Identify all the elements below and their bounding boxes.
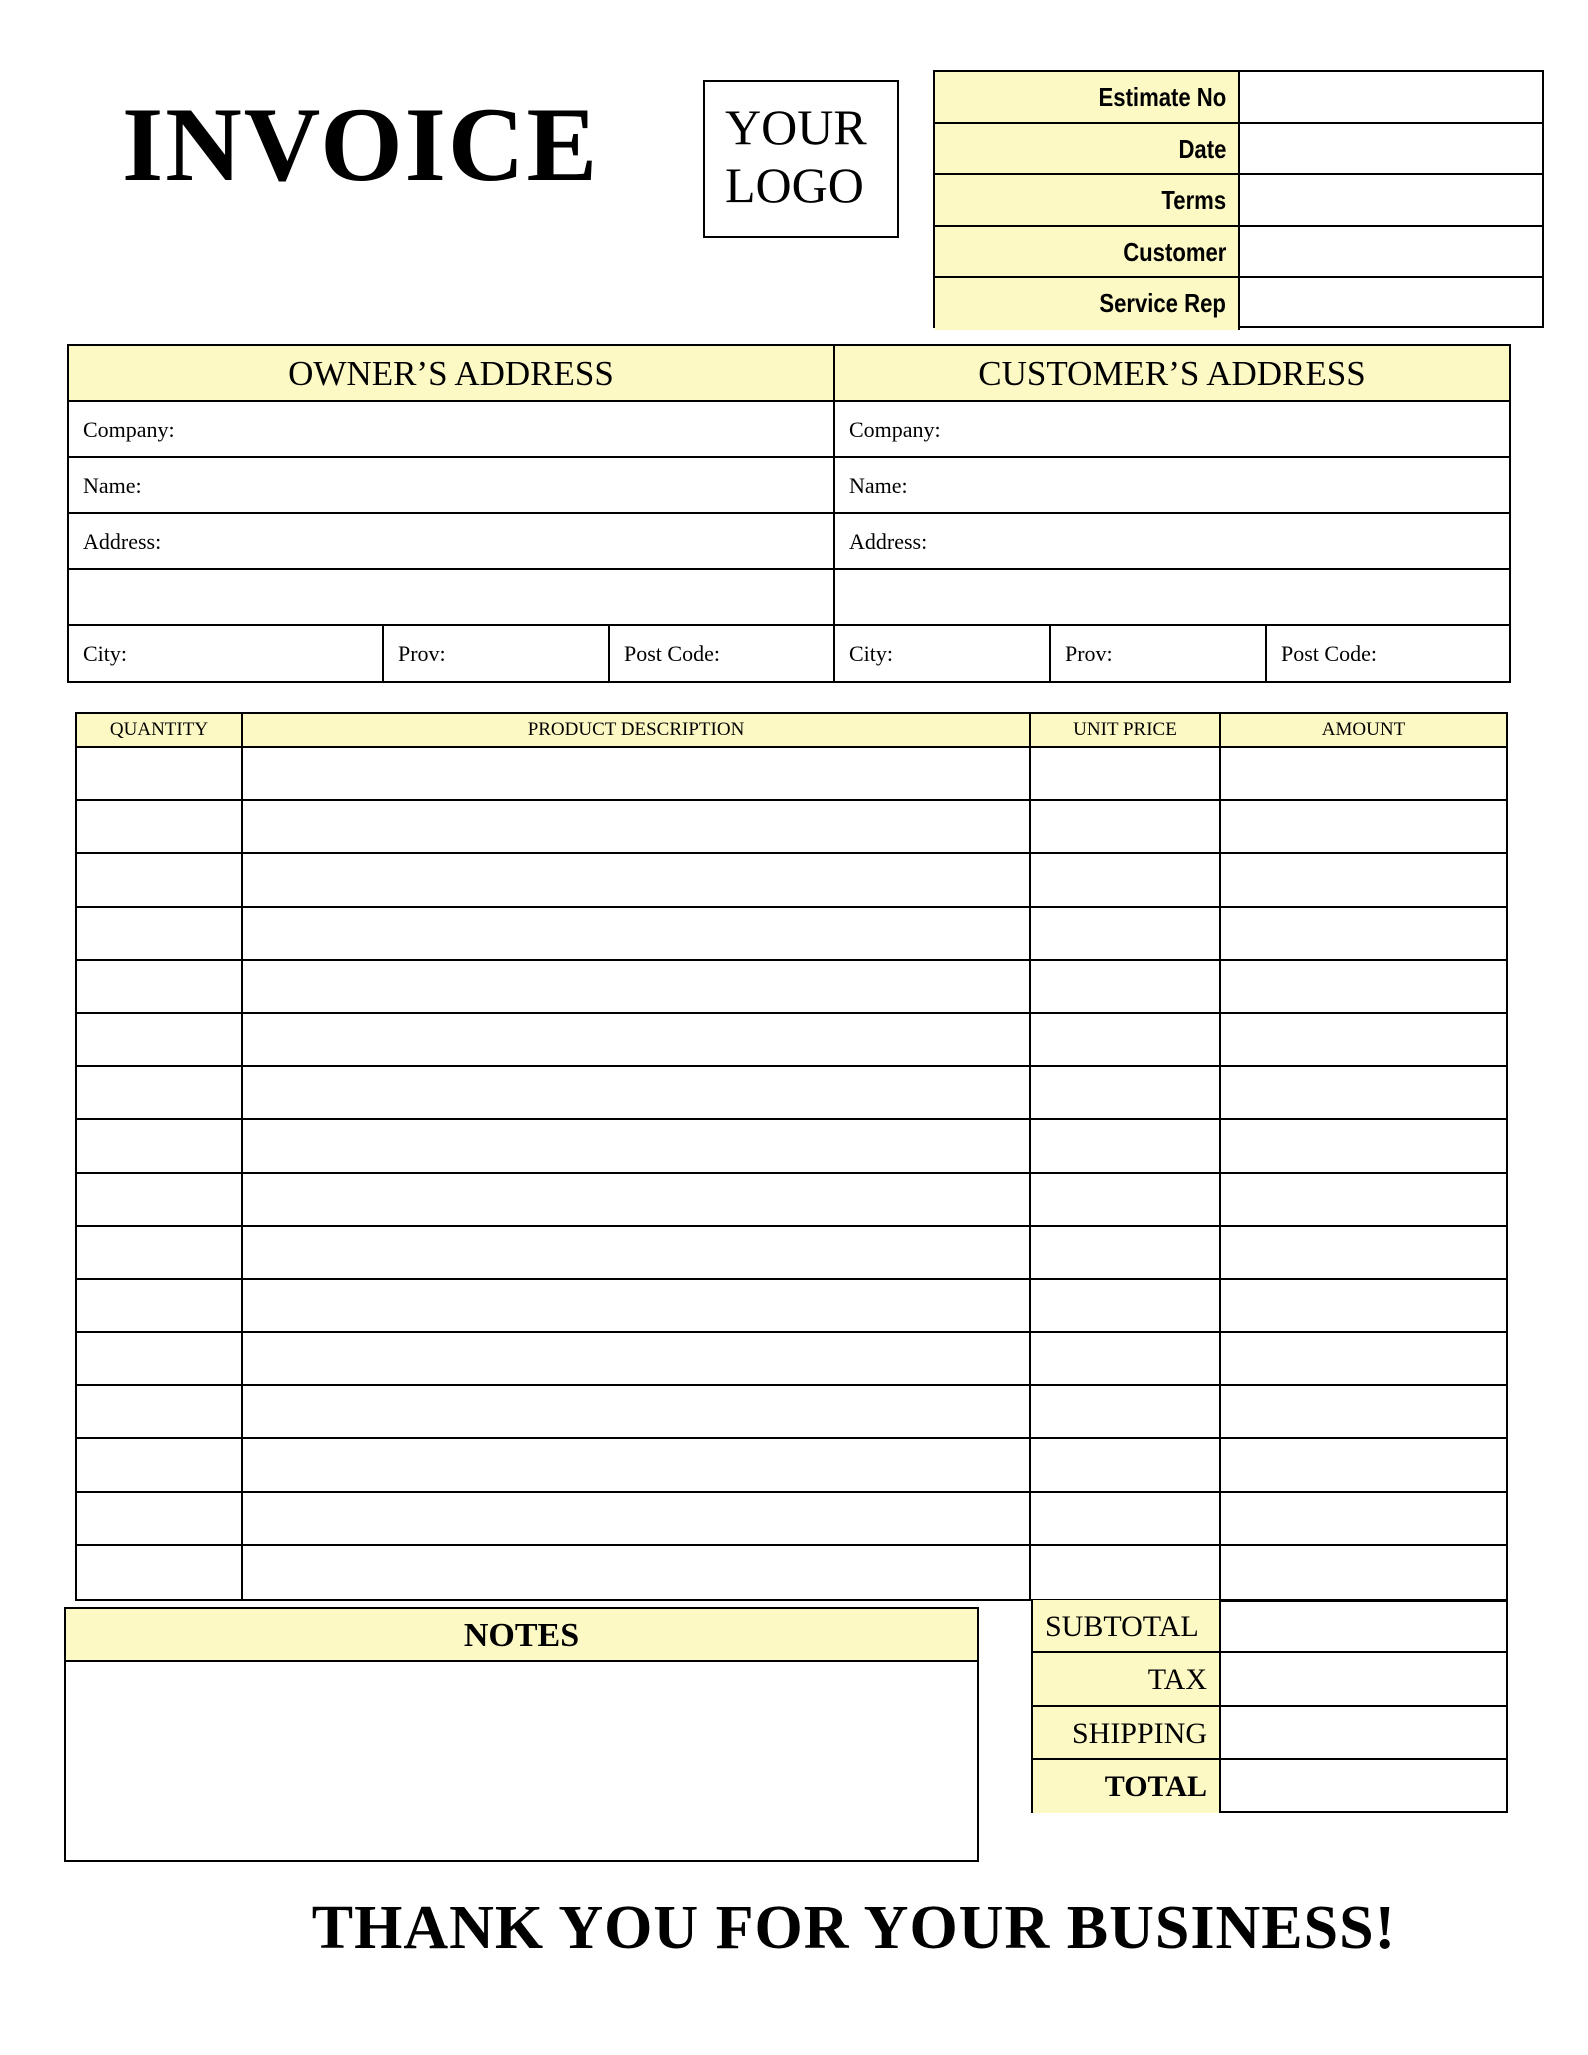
quantity-cell[interactable]	[77, 801, 241, 852]
owner-address-line-2[interactable]	[69, 570, 833, 626]
quantity-cell[interactable]	[77, 1227, 241, 1278]
owner-prov-label: Prov:	[398, 641, 446, 666]
owner-prov-field[interactable]	[384, 626, 609, 681]
column-divider	[241, 714, 243, 1599]
owner-address-section	[69, 346, 833, 681]
owner-address-heading: OWNER’S ADDRESS	[69, 346, 833, 402]
customer-city-row	[835, 626, 1509, 681]
unit-price-cell[interactable]	[1031, 1386, 1219, 1437]
unit-price-cell[interactable]	[1031, 1546, 1219, 1599]
column-divider	[1029, 714, 1031, 1599]
customer-city-label: City:	[849, 641, 894, 666]
customer-address-label: Address:	[849, 529, 928, 554]
description-cell[interactable]	[243, 1386, 1029, 1437]
total-label: TOTAL	[1033, 1760, 1221, 1813]
unit-price-cell[interactable]	[1031, 854, 1219, 905]
description-cell[interactable]	[243, 1280, 1029, 1331]
owner-address-field[interactable]	[69, 514, 833, 570]
description-cell[interactable]	[243, 1067, 1029, 1118]
amount-cell[interactable]	[1221, 1227, 1506, 1278]
customer-address-field[interactable]	[835, 514, 1509, 570]
amount-cell[interactable]	[1221, 1333, 1506, 1384]
table-row	[77, 1014, 1506, 1067]
description-cell[interactable]	[243, 1227, 1029, 1278]
quantity-cell[interactable]	[77, 1493, 241, 1544]
table-row	[77, 1280, 1506, 1333]
unit-price-cell[interactable]	[1031, 1493, 1219, 1544]
unit-price-cell[interactable]	[1031, 1067, 1219, 1118]
customer-company-field[interactable]	[835, 402, 1509, 458]
unit-price-cell[interactable]	[1031, 1280, 1219, 1331]
owner-city-row	[69, 626, 833, 681]
amount-cell[interactable]	[1221, 1546, 1506, 1599]
unit-price-cell[interactable]	[1031, 748, 1219, 799]
meta-row-date	[935, 124, 1542, 176]
notes-box	[64, 1607, 979, 1862]
customer-address-line-2[interactable]	[835, 570, 1509, 626]
quantity-cell[interactable]	[77, 961, 241, 1012]
table-row	[77, 854, 1506, 907]
customer-company-label: Company:	[849, 417, 941, 442]
logo-line-2: LOGO	[725, 157, 864, 213]
totals-table	[1031, 1600, 1508, 1813]
amount-cell[interactable]	[1221, 1174, 1506, 1225]
quantity-cell[interactable]	[77, 1280, 241, 1331]
table-row	[77, 1120, 1506, 1173]
total-row	[1033, 1760, 1506, 1813]
unit-price-cell[interactable]	[1031, 801, 1219, 852]
unit-price-header: UNIT PRICE	[1073, 719, 1177, 740]
customer-post-code-label: Post Code:	[1281, 641, 1377, 666]
quantity-cell[interactable]	[77, 854, 241, 905]
description-cell[interactable]	[243, 1439, 1029, 1490]
unit-price-cell[interactable]	[1031, 1439, 1219, 1490]
quantity-cell[interactable]	[77, 1014, 241, 1065]
unit-price-cell[interactable]	[1031, 908, 1219, 959]
date-field[interactable]	[1240, 124, 1542, 174]
address-table	[67, 344, 1511, 683]
quantity-cell[interactable]	[77, 1386, 241, 1437]
amount-cell[interactable]	[1221, 1493, 1506, 1544]
unit-price-cell[interactable]	[1031, 961, 1219, 1012]
table-row	[77, 1227, 1506, 1280]
meta-label: Service Rep	[935, 278, 1240, 330]
table-row	[77, 1067, 1506, 1120]
amount-cell[interactable]	[1221, 748, 1506, 799]
amount-cell[interactable]	[1221, 1386, 1506, 1437]
customer-city-field[interactable]	[835, 626, 1050, 681]
quantity-cell[interactable]	[77, 1439, 241, 1490]
unit-price-cell[interactable]	[1031, 1333, 1219, 1384]
customer-name-label: Name:	[849, 473, 908, 498]
table-row	[77, 908, 1506, 961]
quantity-cell[interactable]	[77, 1333, 241, 1384]
table-row	[77, 1493, 1506, 1546]
products-table	[75, 712, 1508, 1601]
subtotal-label: SUBTOTAL	[1033, 1600, 1221, 1651]
table-row	[77, 1386, 1506, 1439]
quantity-cell[interactable]	[77, 1120, 241, 1171]
meta-label: Date	[935, 124, 1240, 174]
description-cell[interactable]	[243, 1546, 1029, 1599]
table-row	[77, 801, 1506, 854]
unit-price-cell[interactable]	[1031, 1174, 1219, 1225]
meta-row-service-rep	[935, 278, 1542, 330]
invoice-title: INVOICE	[122, 86, 600, 203]
quantity-header: QUANTITY	[109, 719, 209, 740]
amount-cell[interactable]	[1221, 908, 1506, 959]
amount-cell[interactable]	[1221, 961, 1506, 1012]
description-cell[interactable]	[243, 1120, 1029, 1171]
amount-cell[interactable]	[1221, 1120, 1506, 1171]
meta-label: Customer	[935, 227, 1240, 277]
description-cell[interactable]	[243, 748, 1029, 799]
owner-name-label: Name:	[83, 473, 142, 498]
owner-city-label: City:	[83, 641, 128, 666]
description-cell[interactable]	[243, 1333, 1029, 1384]
customer-prov-label: Prov:	[1065, 641, 1113, 666]
meta-row-terms	[935, 175, 1542, 227]
estimate-no-field[interactable]	[1240, 72, 1542, 122]
unit-price-cell[interactable]	[1031, 1227, 1219, 1278]
amount-cell[interactable]	[1221, 1067, 1506, 1118]
owner-city-field[interactable]	[69, 626, 383, 681]
quantity-cell[interactable]	[77, 1067, 241, 1118]
subtotal-row	[1033, 1600, 1506, 1653]
amount-cell[interactable]	[1221, 801, 1506, 852]
table-row	[77, 1546, 1506, 1599]
owner-name-field[interactable]	[69, 458, 833, 514]
tax-label: TAX	[1033, 1653, 1221, 1704]
table-row	[77, 748, 1506, 801]
logo-line-1: YOUR	[725, 99, 867, 155]
unit-price-cell[interactable]	[1031, 1120, 1219, 1171]
logo-placeholder	[703, 80, 899, 238]
meta-label: Estimate No	[935, 72, 1240, 122]
quantity-cell[interactable]	[77, 748, 241, 799]
owner-address-label: Address:	[83, 529, 162, 554]
quantity-cell[interactable]	[77, 1546, 241, 1599]
amount-cell[interactable]	[1221, 854, 1506, 905]
description-cell[interactable]	[243, 801, 1029, 852]
meta-label: Terms	[935, 175, 1240, 225]
unit-price-cell[interactable]	[1031, 1014, 1219, 1065]
tax-row	[1033, 1653, 1506, 1706]
customer-address-section	[835, 346, 1509, 681]
description-cell[interactable]	[243, 854, 1029, 905]
notes-field[interactable]	[66, 1662, 977, 1860]
notes-heading: NOTES	[66, 1609, 977, 1662]
description-cell[interactable]	[243, 1014, 1029, 1065]
thank-you-message: THANK YOU FOR YOUR BUSINESS!	[311, 1894, 1397, 1962]
service-rep-field[interactable]	[1240, 278, 1542, 330]
shipping-row	[1033, 1707, 1506, 1760]
description-header: PRODUCT DESCRIPTION	[527, 719, 745, 740]
description-cell[interactable]	[243, 961, 1029, 1012]
customer-field[interactable]	[1240, 227, 1542, 277]
table-row	[77, 961, 1506, 1014]
terms-field[interactable]	[1240, 175, 1542, 225]
owner-post-code-label: Post Code:	[624, 641, 720, 666]
table-row	[77, 1439, 1506, 1492]
invoice-meta-table	[933, 70, 1544, 328]
tax-field[interactable]	[1221, 1653, 1506, 1704]
meta-row-customer	[935, 227, 1542, 279]
customer-name-field[interactable]	[835, 458, 1509, 514]
description-cell[interactable]	[243, 1493, 1029, 1544]
description-cell[interactable]	[243, 908, 1029, 959]
amount-header: AMOUNT	[1321, 719, 1406, 740]
table-row	[77, 1333, 1506, 1386]
products-header-row	[77, 714, 1506, 748]
owner-company-label: Company:	[83, 417, 175, 442]
owner-post-code-field[interactable]	[610, 626, 833, 681]
customer-address-heading: CUSTOMER’S ADDRESS	[835, 346, 1509, 402]
amount-cell[interactable]	[1221, 1439, 1506, 1490]
subtotal-field[interactable]	[1221, 1600, 1506, 1651]
total-field[interactable]	[1221, 1760, 1506, 1813]
amount-cell[interactable]	[1221, 1014, 1506, 1065]
quantity-cell[interactable]	[77, 1174, 241, 1225]
table-row	[77, 1174, 1506, 1227]
quantity-cell[interactable]	[77, 908, 241, 959]
shipping-label: SHIPPING	[1033, 1707, 1221, 1758]
shipping-field[interactable]	[1221, 1707, 1506, 1758]
customer-post-code-field[interactable]	[1267, 626, 1509, 681]
customer-prov-field[interactable]	[1051, 626, 1266, 681]
owner-company-field[interactable]	[69, 402, 833, 458]
products-body	[77, 748, 1506, 1599]
description-cell[interactable]	[243, 1174, 1029, 1225]
amount-cell[interactable]	[1221, 1280, 1506, 1331]
column-divider	[1219, 714, 1221, 1599]
meta-row-estimate-no	[935, 72, 1542, 124]
